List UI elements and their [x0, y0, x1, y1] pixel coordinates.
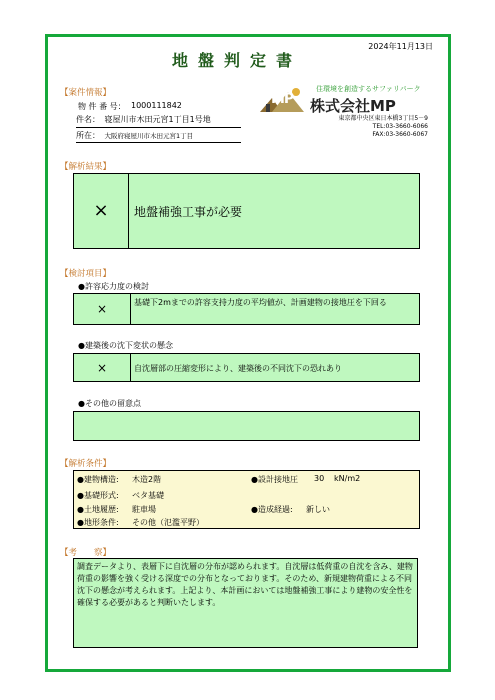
- item-1-text: 基礎下2mまでの許容支持力度の平均値が、計画建物の接地圧を下回る: [134, 298, 387, 307]
- condition-fill-value: 新しい: [306, 505, 330, 514]
- case-info-section-label: 【案件情報】: [60, 88, 112, 98]
- property-number-label: 物 件 番 号：: [78, 102, 126, 111]
- considerations-section-label: 【考 察】: [60, 548, 112, 558]
- condition-contact-unit: kN/m2: [334, 474, 361, 483]
- item-1-title: ●許容応力度の検討: [78, 282, 149, 291]
- condition-fill-label: ●造成経過:: [251, 505, 293, 514]
- conditions-section-label: 【解析条件】: [60, 459, 112, 469]
- case-address-label: 所在：: [76, 131, 100, 140]
- item-2-title: ●建築後の沈下変状の懸念: [78, 341, 173, 350]
- company-address: 東京都中央区東日本橋3丁目5－9: [338, 115, 428, 122]
- company-block: [258, 84, 428, 140]
- condition-land-value: 駐車場: [132, 505, 156, 514]
- company-tel: TEL:03-3660-6066: [372, 123, 428, 130]
- analysis-result-text: 地盤補強工事が必要: [134, 205, 243, 219]
- item-1-mark-cell: [74, 294, 131, 324]
- condition-terrain-label: ●地形条件:: [77, 518, 119, 527]
- case-name-label: 件名：: [76, 115, 100, 124]
- considerations-text: 調査データより、表層下に自沈層の分布が認められます。自沈層は低荷重の自沈を含み、建物荷重の影響を強く受ける深度での分布となっております。そのため、新規建物荷重による不同沈下の懸念が考えられます。上記より、本計画においては地盤補強工事により建物の安全性を確保する必要があると判断いたします。: [73, 558, 418, 648]
- analysis-result-mark-cell: [74, 174, 129, 248]
- item-2-mark: ×: [96, 360, 108, 375]
- document-date: 2024年11月13日: [368, 42, 433, 51]
- condition-structure-value: 木造2階: [132, 475, 162, 484]
- company-tagline: 住環境を創造するサファリパーク: [316, 85, 421, 93]
- items-section-label: 【検討項目】: [60, 269, 112, 279]
- analysis-result-section-label: 【解析結果】: [60, 162, 112, 172]
- condition-terrain-value: その他（氾濫平野）: [132, 518, 204, 527]
- condition-structure-label: ●建物構造:: [77, 475, 119, 484]
- property-number-value: 1000111842: [131, 101, 182, 110]
- item-3-box: [73, 411, 420, 441]
- condition-foundation-value: ベタ基礎: [132, 491, 164, 500]
- item-1-mark: ×: [96, 302, 108, 316]
- page-title: 地盤判定書: [172, 51, 303, 70]
- analysis-result-box: [73, 173, 420, 249]
- case-name-row: [76, 114, 241, 128]
- conditions-box: [73, 470, 420, 529]
- company-fax: FAX:03-3660-6067: [372, 131, 428, 138]
- condition-contact-label: ●設計接地圧: [251, 475, 298, 484]
- condition-land-label: ●土地履歴:: [77, 505, 119, 514]
- company-logo-text: MP: [271, 91, 294, 107]
- item-3-title: ●その他の留意点: [78, 399, 141, 408]
- item-2-text: 自沈層部の圧縮変形により、建築後の不同沈下の恐れあり: [134, 364, 342, 373]
- company-contact: [288, 115, 428, 139]
- analysis-result-mark: ×: [93, 200, 109, 221]
- item-2-mark-cell: [74, 354, 131, 381]
- condition-contact-value: 30: [314, 474, 325, 483]
- case-address-row: [76, 130, 241, 143]
- case-address-value: 大阪府寝屋川市木田元宮1丁目: [104, 132, 194, 140]
- company-logo: [258, 86, 306, 114]
- item-1-box: [73, 293, 420, 325]
- condition-foundation-label: ●基礎形式:: [77, 491, 119, 500]
- item-2-box: [73, 353, 420, 382]
- company-name: 株式会社MP: [310, 97, 396, 115]
- case-name-value: 寝屋川市木田元宮1丁目1号地: [104, 115, 211, 124]
